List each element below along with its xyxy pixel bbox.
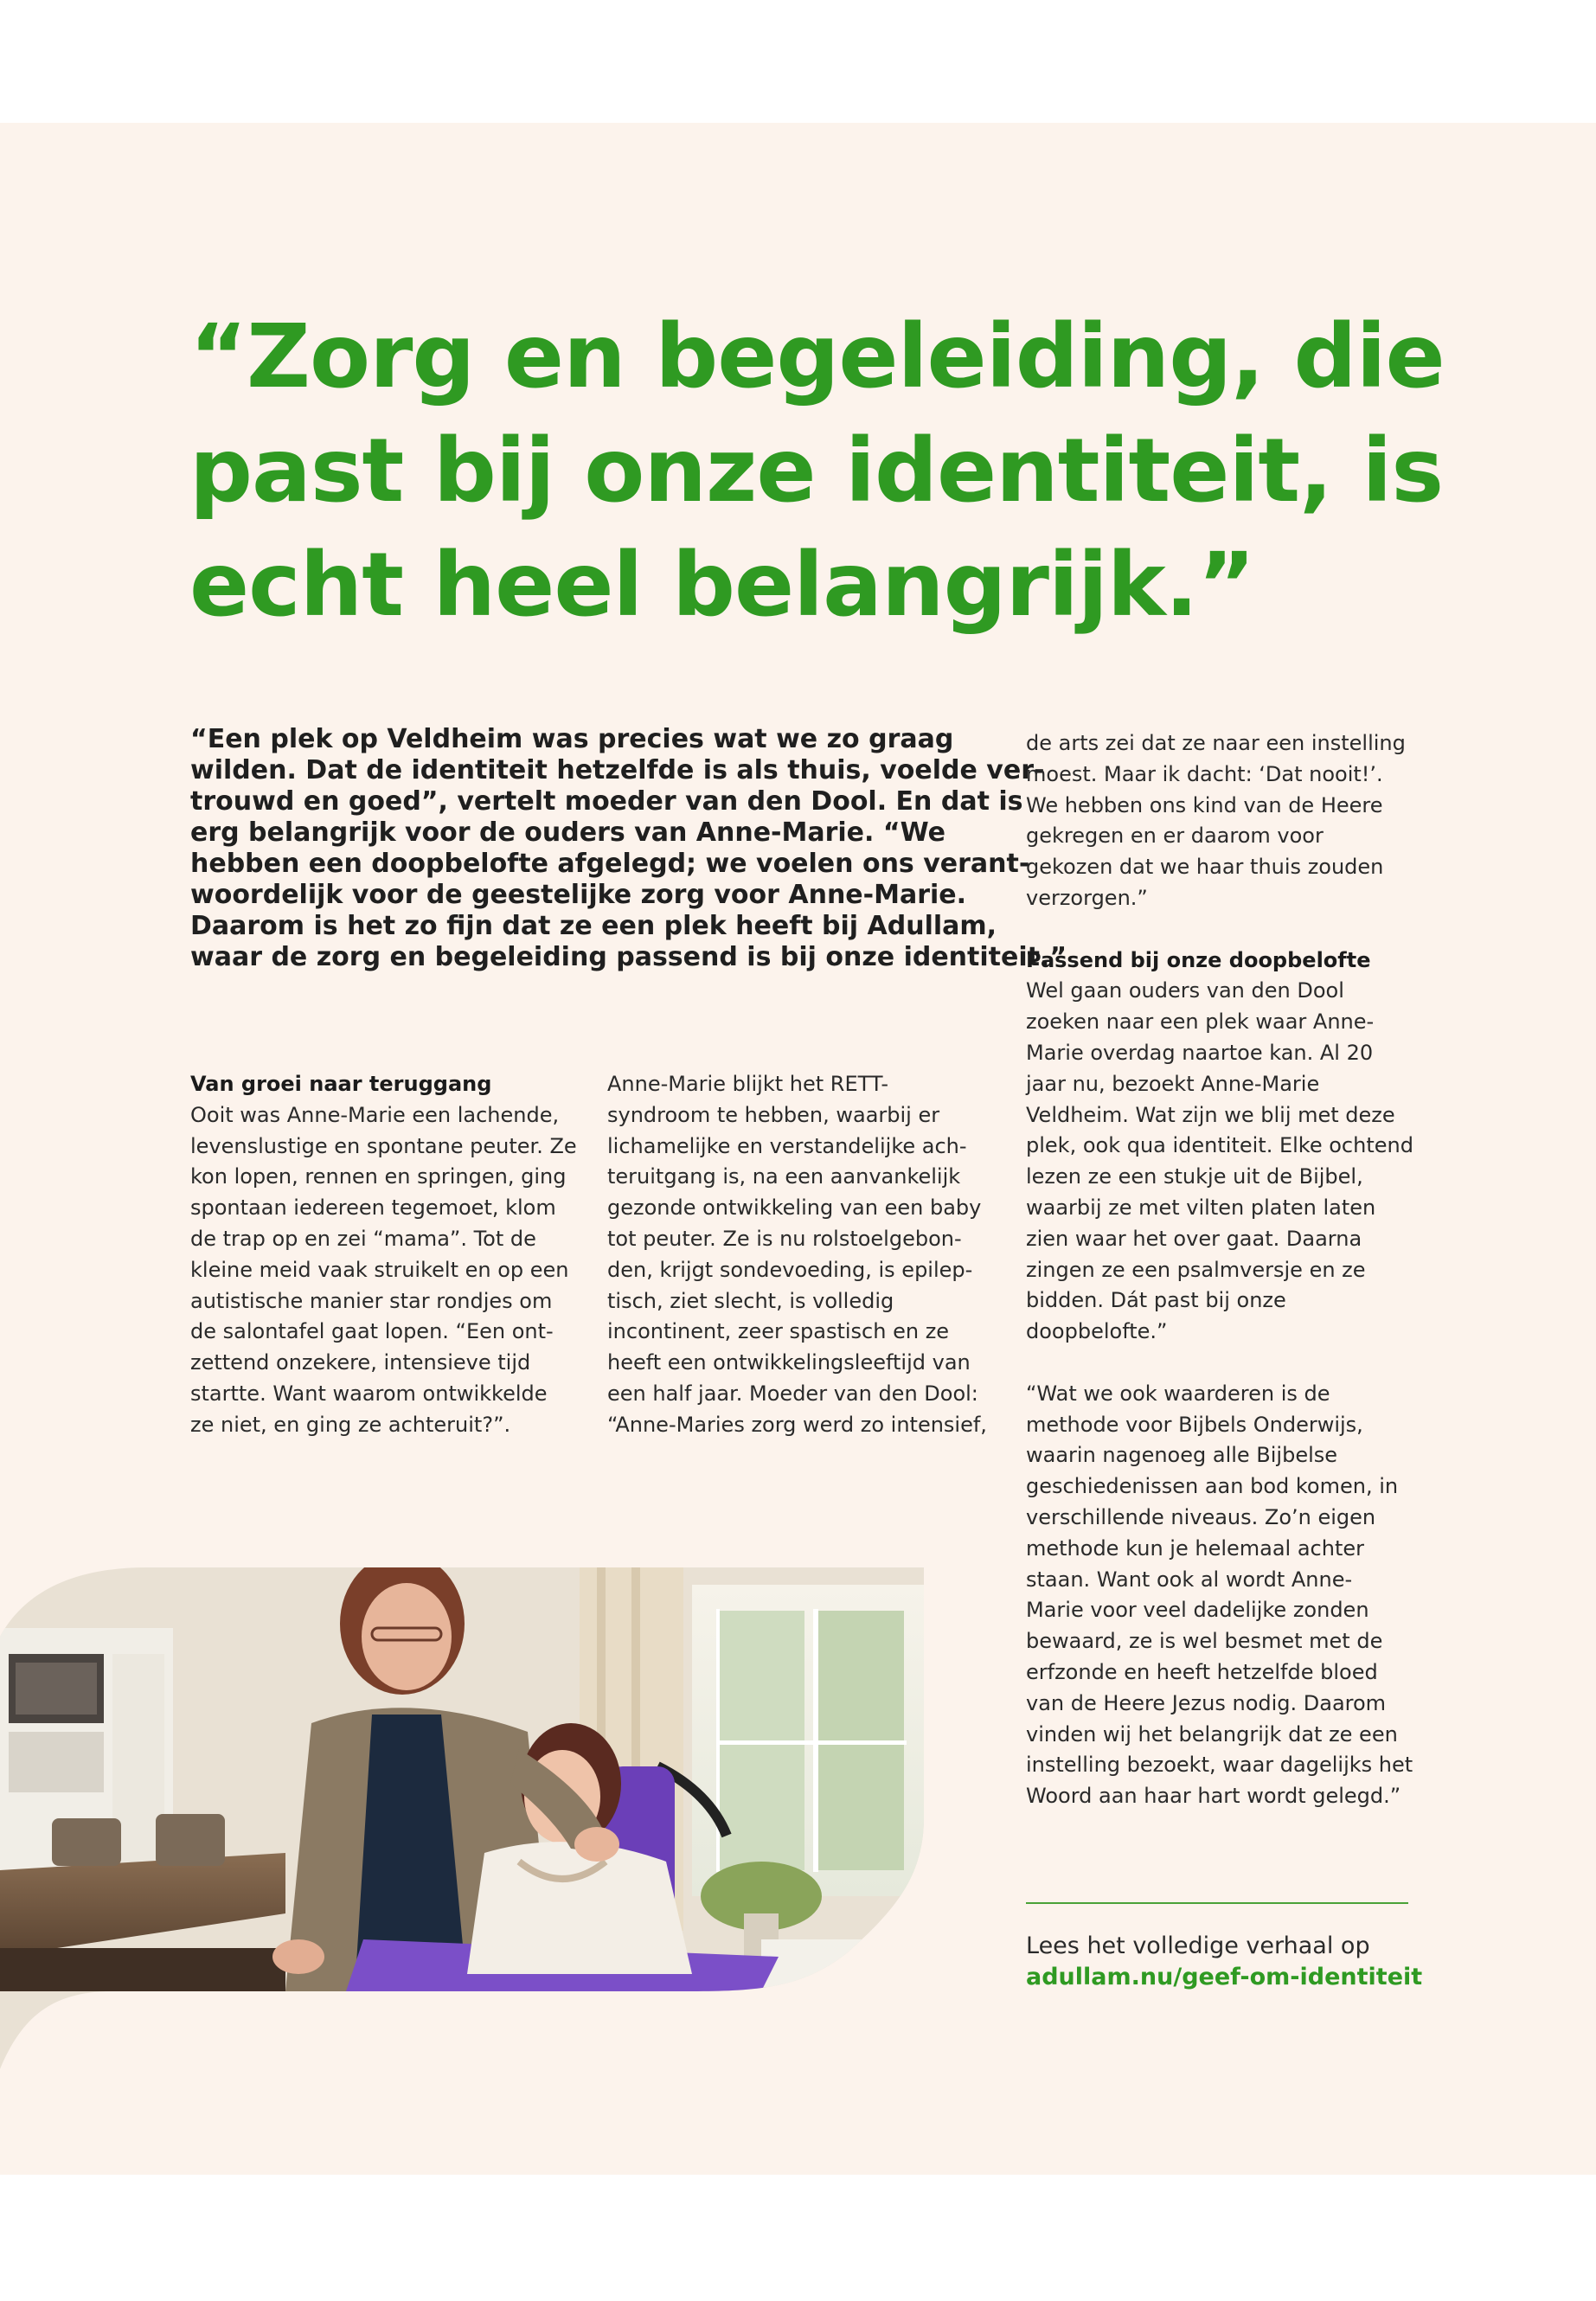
body-line: zettend onzekere, intensieve tijd: [190, 1350, 531, 1375]
body-line: methode voor Bijbels Onderwijs,: [1026, 1412, 1363, 1437]
body-line: zien waar het over gaat. Daarna: [1026, 1226, 1362, 1251]
article-column-1: [190, 1069, 577, 1441]
body-line: incontinent, zeer spastisch en ze: [607, 1319, 950, 1344]
body-line: Anne-Marie blijkt het RETT-: [607, 1072, 888, 1096]
body-line: We hebben ons kind van de Heere: [1026, 792, 1383, 817]
body-line: kleine meid vaak struikelt en op een: [190, 1257, 569, 1282]
intro-line: hebben een doopbelofte afgelegd; we voelen ons verant-: [190, 849, 1030, 879]
body-line: methode kun je helemaal achter: [1026, 1535, 1365, 1561]
body-line: Wel gaan ouders van den Dool: [1026, 978, 1344, 1003]
body-line: de trap op en zei “mama”. Tot de: [190, 1226, 536, 1251]
body-line: doopbelofte.”: [1026, 1319, 1168, 1344]
body-line: Woord aan haar hart wordt gelegd.”: [1026, 1784, 1401, 1809]
body-line: zoeken naar een plek waar Anne-: [1026, 1009, 1375, 1035]
body-line: spontaan iedereen tegemoet, klom: [190, 1195, 556, 1221]
body-line: lezen ze een stukje uit de Bijbel,: [1026, 1164, 1363, 1189]
body-line: staan. Want ook al wordt Anne-: [1026, 1567, 1353, 1592]
body-line: vinden wij het belangrijk dat ze een: [1026, 1721, 1398, 1747]
paragraph-gap: [1026, 914, 1407, 945]
headline-line: “Zorg en begeleiding, die: [189, 305, 1445, 408]
intro-line: woordelijk voor de geestelijke zorg voor Anne-Marie.: [190, 880, 967, 910]
intro-line: erg belangrijk voor de ouders van Anne-Marie. “We: [190, 817, 945, 848]
intro-line: “Een plek op Veldheim was precies wat we zo graag: [190, 724, 954, 754]
body-line: de arts zei dat ze naar een instelling: [1026, 731, 1406, 755]
body-line: van de Heere Jezus nodig. Daarom: [1026, 1690, 1387, 1715]
magazine-page: [0, 123, 1596, 2175]
mother-and-daughter-photo: [0, 1507, 926, 2069]
body-line: waarbij ze met vilten platen laten: [1026, 1195, 1376, 1220]
body-line: instelling bezoekt, waar dagelijks het: [1026, 1753, 1413, 1778]
body-line: ze niet, en ging ze achteruit?”.: [190, 1412, 511, 1437]
divider-line: [1026, 1902, 1408, 1904]
read-more-link[interactable]: adullam.nu/geef-om-identiteit: [1026, 1964, 1423, 1990]
body-line: Ooit was Anne-Marie een lachende,: [190, 1102, 560, 1127]
body-line: teruitgang is, na een aanvankelijk: [607, 1164, 961, 1189]
body-line: “Wat we ook waarderen is de: [1026, 1381, 1330, 1406]
body-line: geschiedenissen aan bod komen, in: [1026, 1474, 1399, 1499]
body-line: Veldheim. Wat zijn we blij met deze: [1026, 1102, 1395, 1127]
body-line: kon lopen, rennen en springen, ging: [190, 1164, 567, 1189]
body-line: tisch, ziet slecht, is volledig: [607, 1288, 894, 1313]
body-line: plek, ook qua identiteit. Elke ochtend: [1026, 1133, 1413, 1158]
body-line: verschillende niveaus. Zo’n eigen: [1026, 1504, 1376, 1529]
body-line: den, krijgt sondevoeding, is epilep-: [607, 1257, 973, 1282]
body-line: gezonde ontwikkeling van een baby: [607, 1195, 982, 1221]
article-column-3: [1026, 728, 1413, 1812]
body-line: een half jaar. Moeder van den Dool:: [607, 1381, 978, 1406]
headline-line: past bij onze identiteit, is: [189, 420, 1444, 522]
article-column-2: [607, 1069, 988, 1441]
body-line: “Anne-Maries zorg werd zo intensief,: [607, 1412, 987, 1437]
article-photo: [0, 1507, 926, 2069]
headline-line: echt heel belangrijk.”: [189, 534, 1255, 637]
section-heading: Van groei naar teruggang: [190, 1072, 492, 1096]
body-line: startte. Want waarom ontwikkelde: [190, 1381, 548, 1406]
body-line: de salontafel gaat lopen. “Een ont-: [190, 1319, 554, 1344]
intro-line: Daarom is het zo fijn dat ze een plek heeft bij Adullam,: [190, 911, 997, 941]
body-line: heeft een ontwikkelingsleeftijd van: [607, 1350, 971, 1375]
body-line: lichamelijke en verstandelijke ach-: [607, 1133, 967, 1158]
intro-line: wilden. Dat de identiteit hetzelfde is als thuis, voelde ver-: [190, 755, 1045, 785]
intro-paragraph: [190, 724, 1067, 973]
body-line: Marie overdag naartoe kan. Al 20: [1026, 1040, 1374, 1065]
read-more-text: Lees het volledige verhaal op: [1026, 1932, 1370, 1959]
body-line: autistische manier star rondjes om: [190, 1288, 553, 1313]
intro-line: trouwd en goed”, vertelt moeder van den Dool. En dat is: [190, 786, 1023, 817]
body-line: zingen ze een psalmversje en ze: [1026, 1257, 1366, 1282]
body-line: verzorgen.”: [1026, 885, 1148, 910]
body-line: jaar nu, bezoekt Anne-Marie: [1026, 1071, 1320, 1096]
read-more-block: [1026, 1931, 1441, 1993]
body-line: moest. Maar ik dacht: ‘Dat nooit!’.: [1026, 761, 1383, 786]
body-line: waarin nagenoeg alle Bijbelse: [1026, 1443, 1338, 1468]
intro-line: waar de zorg en begeleiding passend is bij onze identiteit.”: [190, 942, 1067, 972]
body-line: gekozen dat we haar thuis zouden: [1026, 855, 1384, 880]
body-line: gekregen en er daarom voor: [1026, 824, 1324, 849]
body-line: Marie voor veel dadelijke zonden: [1026, 1598, 1369, 1623]
pull-quote-headline: [189, 300, 1445, 643]
section-heading: Passend bij onze doopbelofte: [1026, 947, 1371, 972]
body-line: erfzonde en heeft hetzelfde bloed: [1026, 1659, 1378, 1684]
body-line: levenslustige en spontane peuter. Ze: [190, 1133, 577, 1158]
body-line: bewaard, ze is wel besmet met de: [1026, 1629, 1383, 1654]
body-line: syndroom te hebben, waarbij er: [607, 1102, 940, 1127]
body-line: tot peuter. Ze is nu rolstoelgebon-: [607, 1226, 962, 1251]
body-line: bidden. Dát past bij onze: [1026, 1288, 1286, 1313]
paragraph-gap: [1026, 1348, 1407, 1379]
